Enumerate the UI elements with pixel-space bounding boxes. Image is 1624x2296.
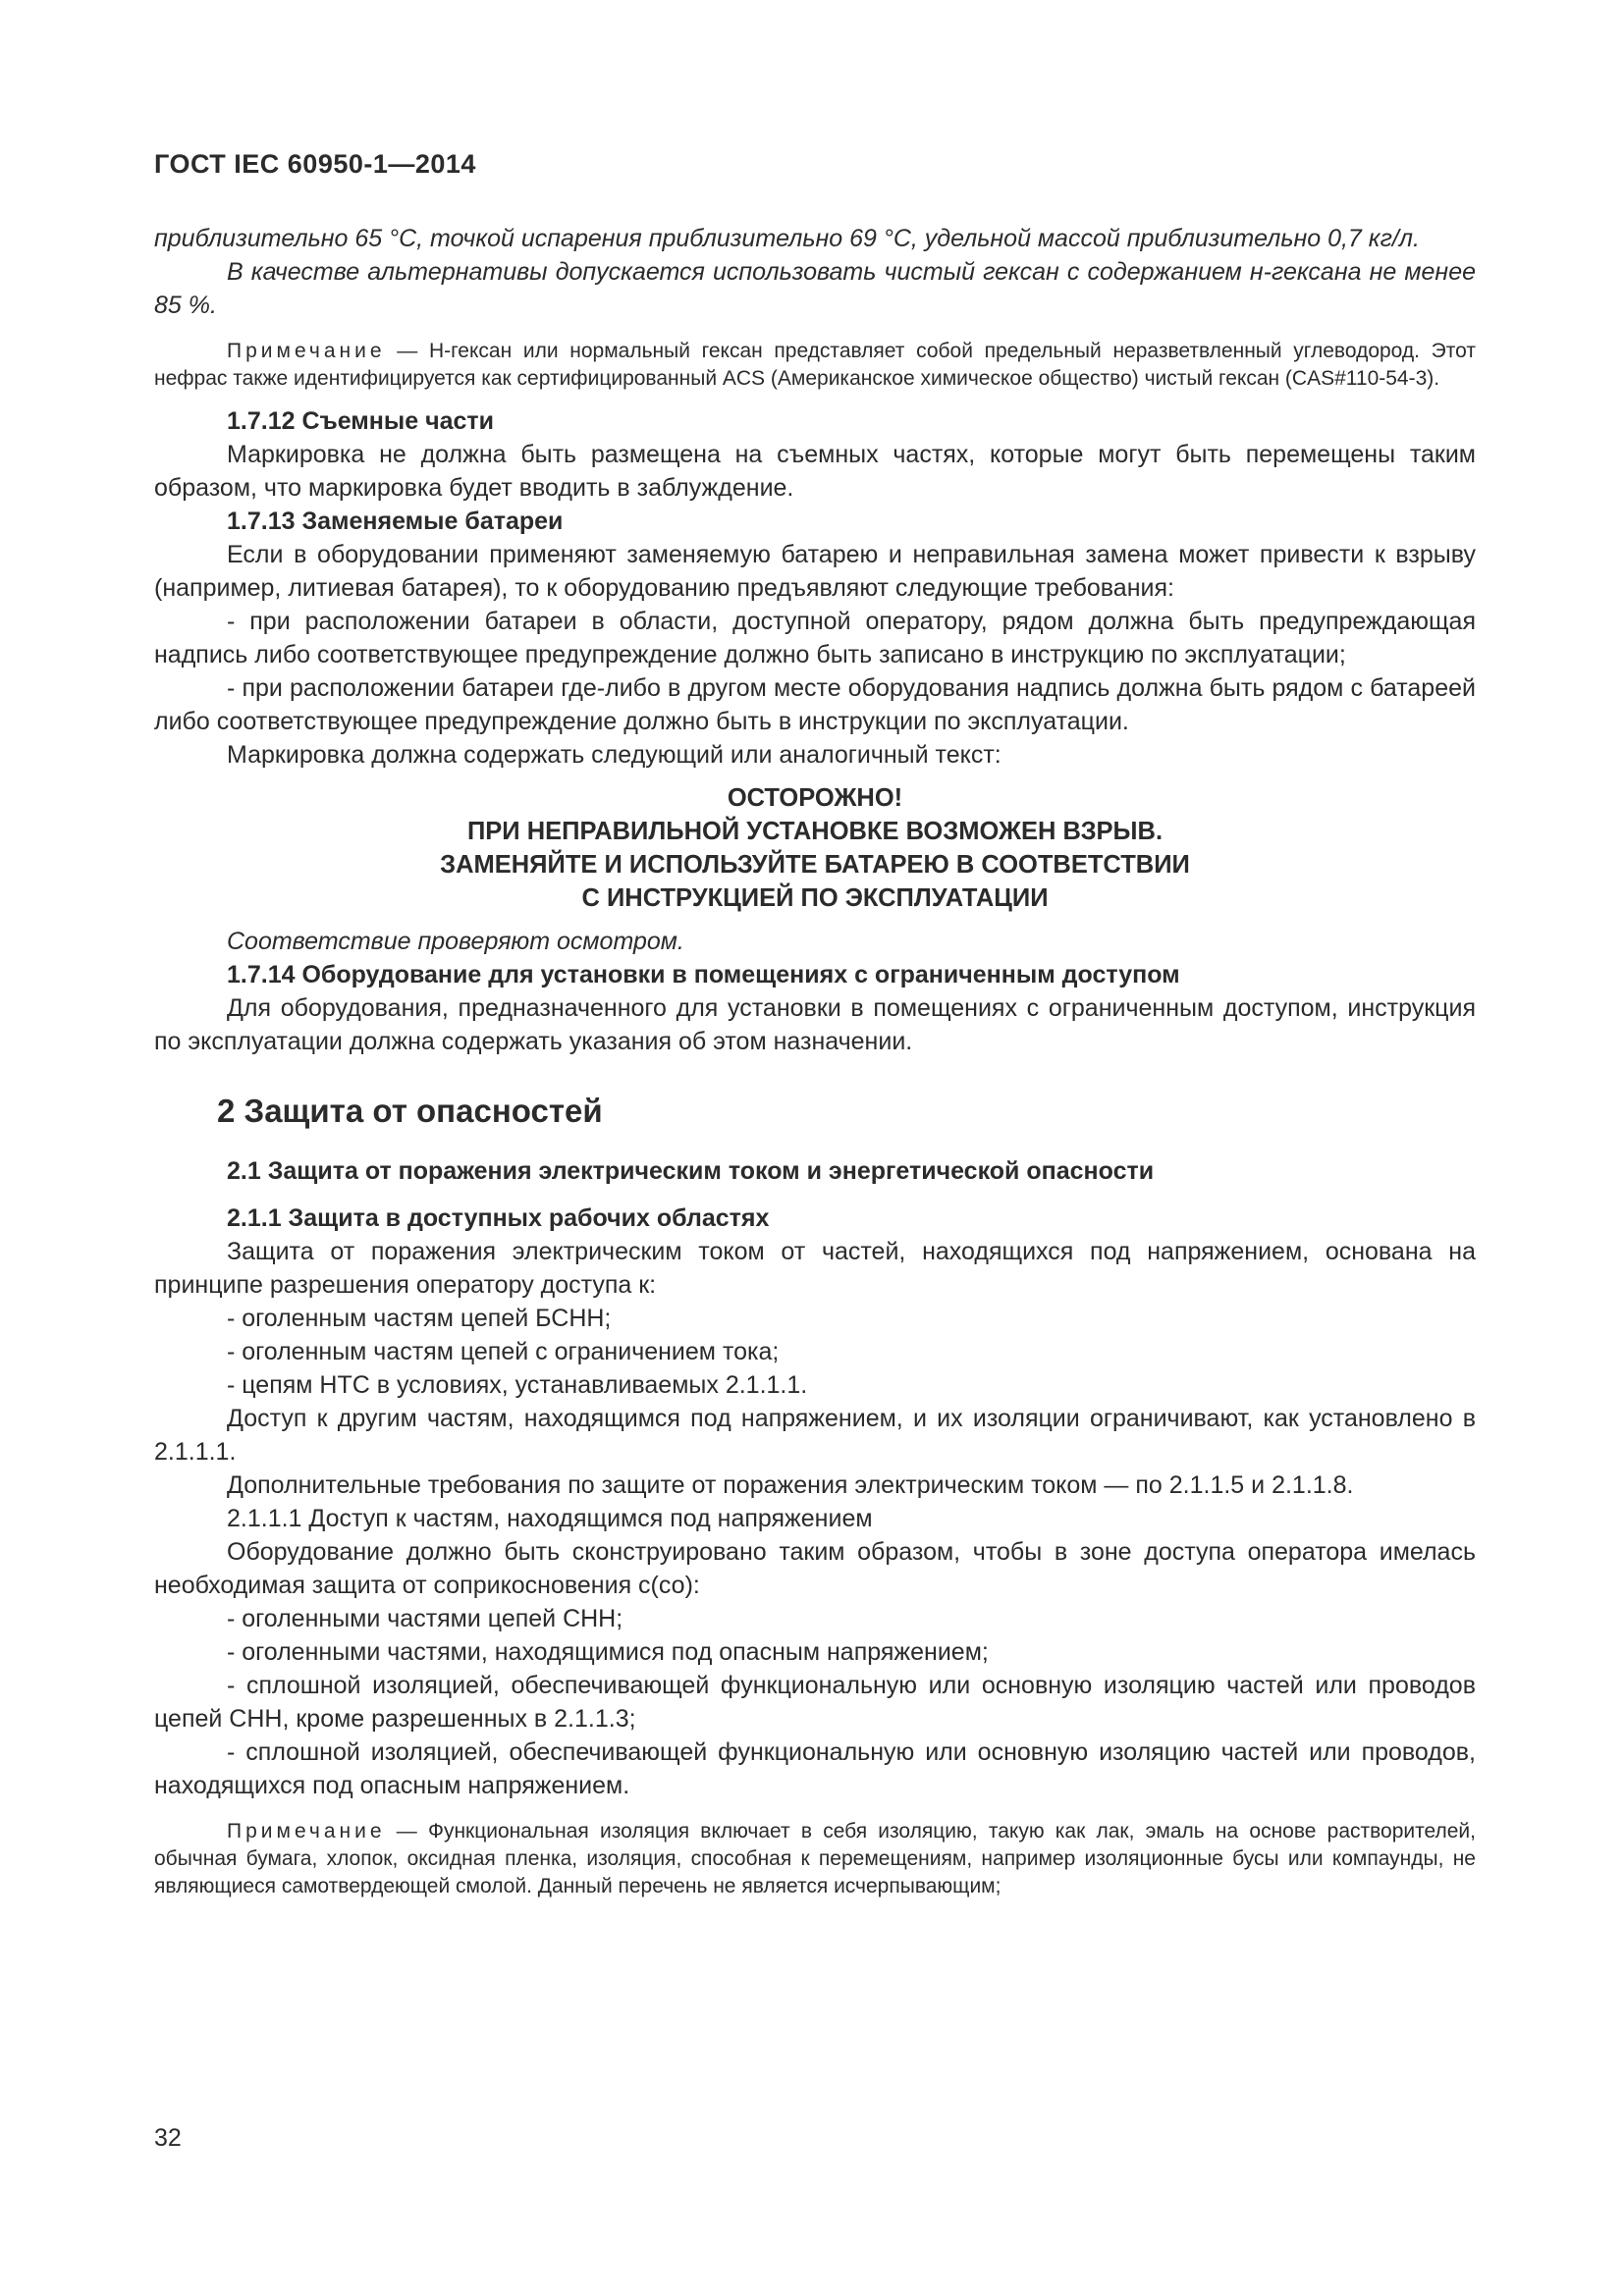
list-item: - оголенными частями цепей СНН; xyxy=(227,1605,623,1632)
heading-1-7-14: 1.7.14 Оборудование для установки в помещениях с ограниченным доступом xyxy=(227,961,1180,988)
paragraph-2-1-1-1-a: Оборудование должно быть сконструировано таким образом, чтобы в зоне доступа оператора имелась необходимая защита от соприкосновения с(со): xyxy=(154,1538,1476,1599)
paragraph-2-1-1-f: Дополнительные требования по защите от поражения электрическим током — по 2.1.1.5 и 2.1.1.8. xyxy=(227,1471,1354,1499)
list-item: - сплошной изоляцией, обеспечивающей функциональную или основную изоляцию частей или проводов цепей СНН, кроме разрешенных в 2.1.1.3; xyxy=(154,1672,1476,1733)
list-item: - при расположении батареи в области, доступной оператору, рядом должна быть предупреждающая надпись либо соответствующее предупреждение должно быть записано в инструкцию по эксплуатации; xyxy=(154,608,1476,668)
paragraph-2-1-1-e: Доступ к другим частям, находящимся под напряжением, и их изоляции ограничивают, как установлено в 2.1.1.1. xyxy=(154,1405,1476,1466)
paragraph-1-7-13-d: Маркировка должна содержать следующий или аналогичный текст: xyxy=(227,741,1001,769)
heading-1-7-12: 1.7.12 Съемные части xyxy=(227,407,495,435)
paragraph-1-7-12: Маркировка не должна быть размещена на съемных частях, которые могут быть перемещены таким образом, что маркировка будет вводить в заблуждение. xyxy=(154,441,1476,502)
document-body xyxy=(154,222,1476,1912)
note-text: — Н-гексан или нормальный гексан представляет собой предельный неразветвленный углеводород. Этот нефрас также идентифицируется как сертифицированный ACS (Американское химическое общество) чистый гексан (CAS#110-54-3). xyxy=(154,340,1476,390)
warning-line-3: ЗАМЕНЯЙТЕ И ИСПОЛЬЗУЙТЕ БАТАРЕЮ В СООТВЕТСТВИИ xyxy=(440,851,1190,879)
heading-2-1-1-1: 2.1.1.1 Доступ к частям, находящимся под напряжением xyxy=(227,1505,873,1532)
heading-2-1-1: 2.1.1 Защита в доступных рабочих областях xyxy=(227,1204,770,1232)
note-label: Примечание xyxy=(227,340,386,362)
heading-1-7-13: 1.7.13 Заменяемые батареи xyxy=(227,507,564,535)
heading-section-2: 2 Защита от опасностей xyxy=(217,1093,603,1129)
list-item: - оголенным частям цепей БСНН; xyxy=(227,1305,612,1332)
paragraph-hexane-alt: В качестве альтернативы допускается использовать чистый гексан с содержанием н-гексана не менее 85 %. xyxy=(154,258,1476,319)
warning-line-1: ОСТОРОЖНО! xyxy=(727,784,903,812)
note-label: Примечание xyxy=(227,1820,386,1842)
list-item: - цепям НТС в условиях, устанавливаемых 2.1.1.1. xyxy=(227,1371,808,1399)
list-item: - оголенным частям цепей с ограничением тока; xyxy=(227,1338,780,1365)
page-number: 32 xyxy=(154,2124,182,2152)
list-item: - при расположении батареи где-либо в другом месте оборудования надпись должна быть рядом с батареей либо соответствующее предупреждение должно быть в инструкции по эксплуатации. xyxy=(154,674,1476,735)
list-item: - сплошной изоляцией, обеспечивающей функциональную или основную изоляцию частей или проводов, находящихся под опасным напряжением. xyxy=(154,1738,1476,1799)
warning-line-4: С ИНСТРУКЦИЕЙ ПО ЭКСПЛУАТАЦИИ xyxy=(581,884,1049,912)
note-text: — Функциональная изоляция включает в себя изоляцию, такую как лак, эмаль на основе растворителей, обычная бумага, хлопок, оксидная пленка, изоляция, способная к перемещениям, например изоляционные бусы или компаунды, не являющиеся самотвердеющей смолой. Данный перечень не является исчерпывающим; xyxy=(154,1820,1476,1897)
list-item: - оголенными частями, находящимися под опасным напряжением; xyxy=(227,1638,989,1666)
warning-block xyxy=(154,781,1476,915)
heading-2-1: 2.1 Защита от поражения электрическим током и энергетической опасности xyxy=(227,1157,1155,1185)
paragraph-compliance-check: Соответствие проверяют осмотром. xyxy=(227,928,684,955)
paragraph-2-1-1-a: Защита от поражения электрическим током от частей, находящихся под напряжением, основана на принципе разрешения оператору доступа к: xyxy=(154,1238,1476,1299)
warning-line-2: ПРИ НЕПРАВИЛЬНОЙ УСТАНОВКЕ ВОЗМОЖЕН ВЗРЫВ. xyxy=(466,818,1164,845)
note-hexane xyxy=(154,338,1476,393)
paragraph-1-7-14: Для оборудования, предназначенного для установки в помещениях с ограниченным доступом, инструкция по эксплуатации должна содержать указания об этом назначении. xyxy=(154,994,1476,1055)
note-functional-insulation xyxy=(154,1818,1476,1900)
paragraph-hexane-props: приблизительно 65 °С, точкой испарения приблизительно 69 °С, удельной массой приблизительно 0,7 кг/л. xyxy=(154,225,1420,252)
document-header: ГОСТ IEC 60950-1—2014 xyxy=(154,149,476,179)
paragraph-1-7-13-a: Если в оборудовании применяют заменяемую батарею и неправильная замена может привести к взрыву (например, литиевая батарея), то к оборудованию предъявляют следующие требования: xyxy=(154,541,1476,602)
